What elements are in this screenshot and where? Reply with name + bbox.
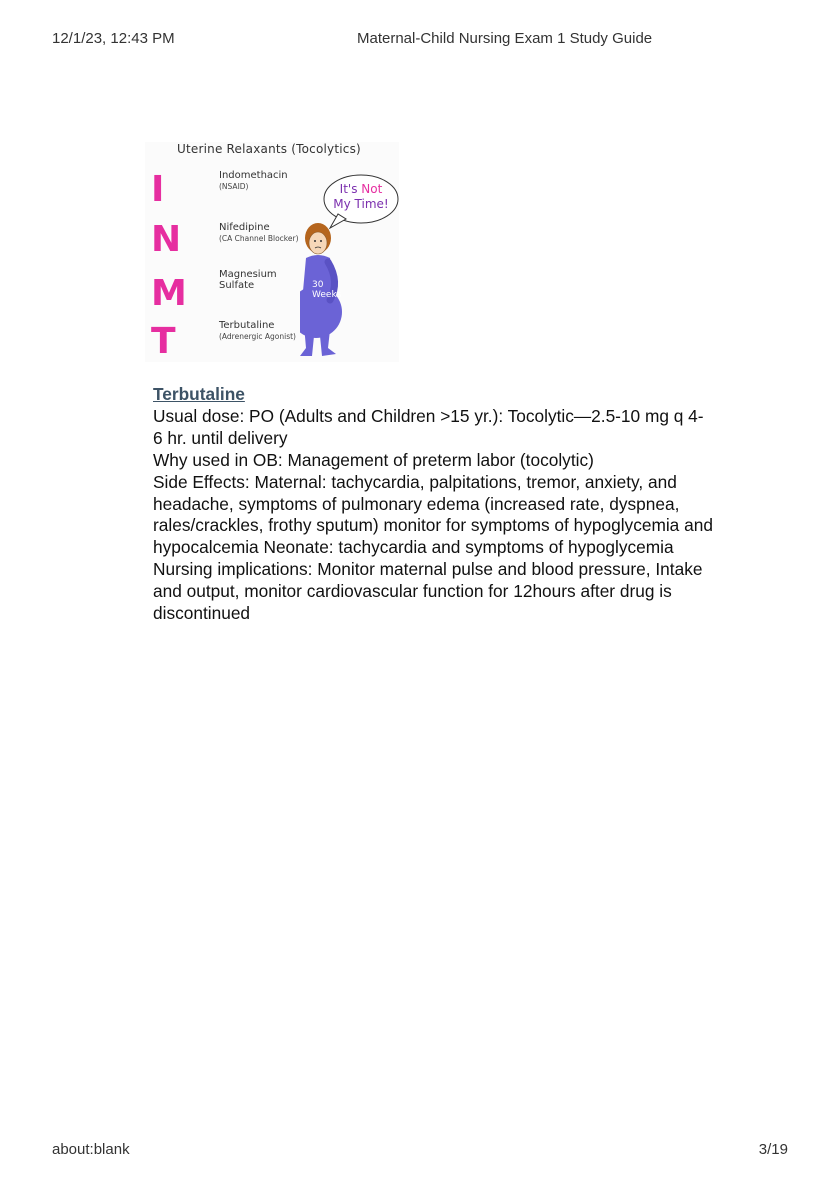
drug-terbutaline — [219, 320, 296, 342]
document-title: Maternal-Child Nursing Exam 1 Study Guide — [357, 30, 653, 47]
belly-weeks-unit: Weeks — [312, 290, 342, 300]
belly-label — [312, 280, 341, 300]
mnemonic-letter-t: T — [151, 321, 176, 362]
drug-indomethacin — [219, 170, 288, 192]
tocolytics-mnemonic-image — [145, 142, 399, 362]
terbutaline-section — [153, 384, 713, 625]
drug-name: Terbutaline — [219, 320, 275, 331]
speech-bubble-text — [327, 182, 395, 212]
print-datetime: 12/1/23, 12:43 PM — [52, 30, 175, 47]
drug-class: (NSAID) — [219, 182, 249, 191]
drug-class: (CA Channel Blocker) — [219, 234, 299, 243]
drug-name: Indomethacin — [219, 170, 288, 181]
nursing-implications: Nursing implications: Monitor maternal pulse and blood pressure, Intake and output, monitor cardiovascular function for 12hours after drug is discontinued — [153, 559, 703, 624]
belly-weeks-number: 30 — [312, 280, 324, 290]
page-number: 3/19 — [758, 1141, 788, 1158]
section-heading: Terbutaline — [153, 384, 245, 404]
drug-name: Magnesium — [219, 269, 277, 280]
figure-title: Uterine Relaxants (Tocolytics) — [177, 142, 361, 156]
drug-magnesium-sulfate — [219, 269, 277, 291]
why-used: Why used in OB: Management of preterm labor (tocolytic) — [153, 449, 594, 470]
side-effects: Side Effects: Maternal: tachycardia, palpitations, tremor, anxiety, and headache, symptoms of pulmonary edema (increased rate, dyspnea, rales/crackles, frothy sputum) monitor for symptoms of hypoglycemia and hypocalcemia Neonate: tachycardia and symptoms of hypoglycemia — [153, 471, 713, 558]
speech-text-b: My Time! — [333, 197, 389, 211]
speech-text-a: It's — [339, 182, 362, 196]
mnemonic-letter-i: I — [151, 169, 165, 210]
drug-name: Nifedipine — [219, 222, 270, 233]
mnemonic-letter-m: M — [151, 273, 187, 314]
drug-class: Sulfate — [219, 280, 255, 291]
drug-nifedipine — [219, 222, 299, 244]
drug-class: (Adrenergic Agonist) — [219, 332, 296, 341]
speech-text-not: Not — [361, 182, 383, 196]
footer-url: about:blank — [52, 1141, 130, 1158]
mnemonic-letter-n: N — [151, 219, 182, 260]
usual-dose: Usual dose: PO (Adults and Children >15 yr.): Tocolytic—2.5-10 mg q 4-6 hr. until delivery — [153, 405, 704, 448]
